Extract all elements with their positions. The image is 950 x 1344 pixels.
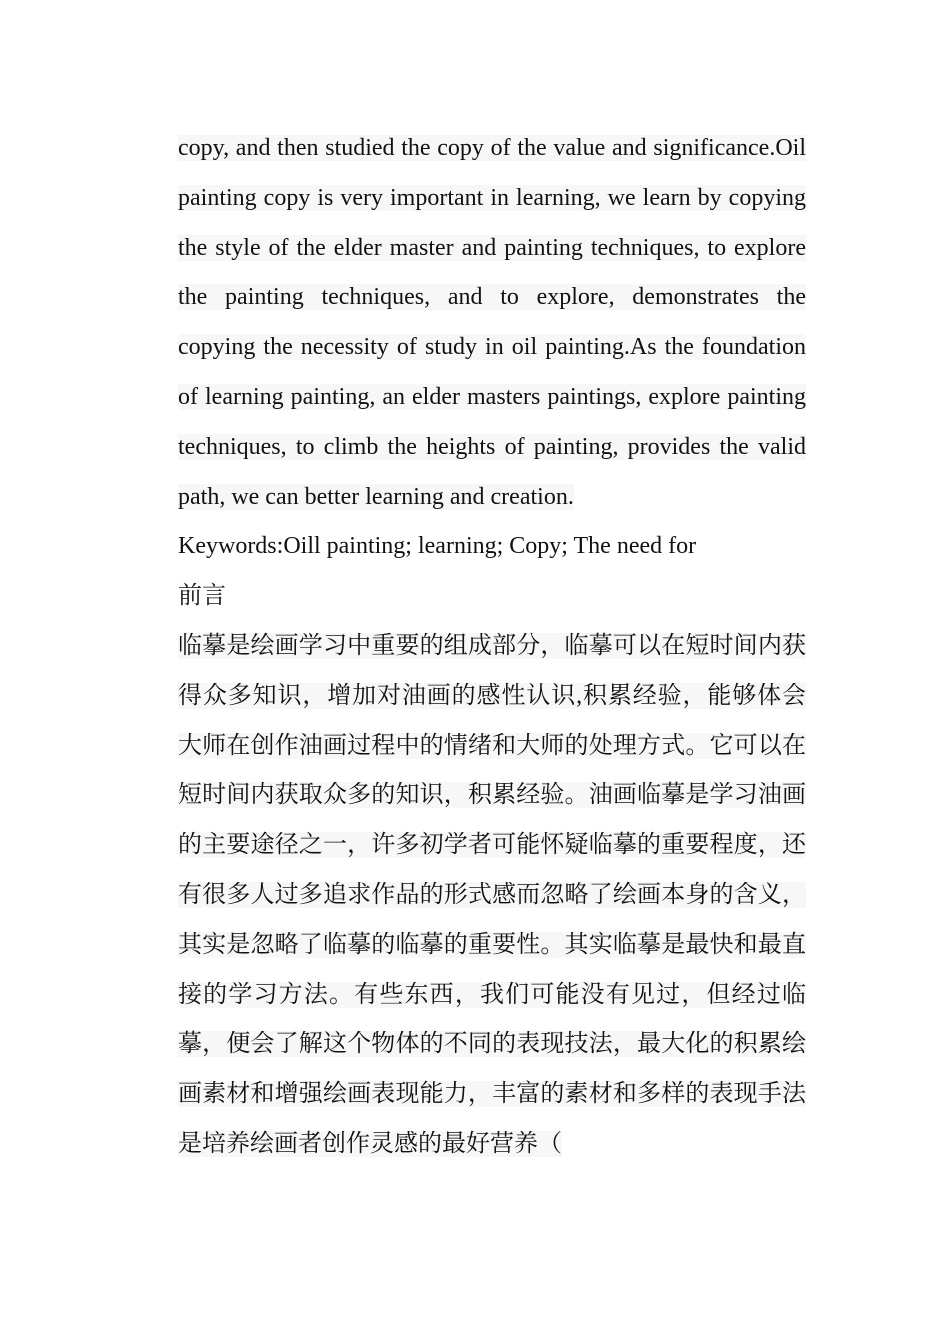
abstract-paragraph: [178, 124, 806, 522]
keywords-text: Keywords:Oill painting; learning; Copy; The need for: [178, 533, 697, 560]
document-page: [178, 124, 806, 1170]
abstract-text: copy, and then studied the copy of the value and significance.Oil painting copy is very important in learning, we learn by copying the style of the elder master and painting techniques, to explore the painting techniques, and to explore, demonstrates the copying the necessity of study in oil painting.As the foundation of learning painting, an elder masters paintings, explore painting techniques, to climb the heights of painting, provides the valid path, we can better learning and creation.: [178, 135, 806, 510]
preface-paragraph: [178, 622, 806, 1170]
preface-text: 临摹是绘画学习中重要的组成部分，临摹可以在短时间内获得众多知识，增加对油画的感性认识,积累经验，能够体会大师在创作油画过程中的情绪和大师的处理方式。它可以在短时间内获取众多的知识，积累经验。油画临摹是学习油画的主要途径之一，许多初学者可能怀疑临摹的重要程度，还有很多人过多追求作品的形式感而忽略了绘画本身的含义，其实是忽略了临摹的临摹的重要性。其实临摹是最快和最直接的学习方法。有些东西，我们可能没有见过，但经过临摹，便会了解这个物体的不同的表现技法，最大化的积累绘画素材和增强绘画表现能力，丰富的素材和多样的表现手法是培养绘画者创作灵感的最好营养（: [178, 632, 806, 1157]
keywords-line: [178, 522, 806, 572]
section-heading-preface: 前言: [178, 583, 226, 610]
